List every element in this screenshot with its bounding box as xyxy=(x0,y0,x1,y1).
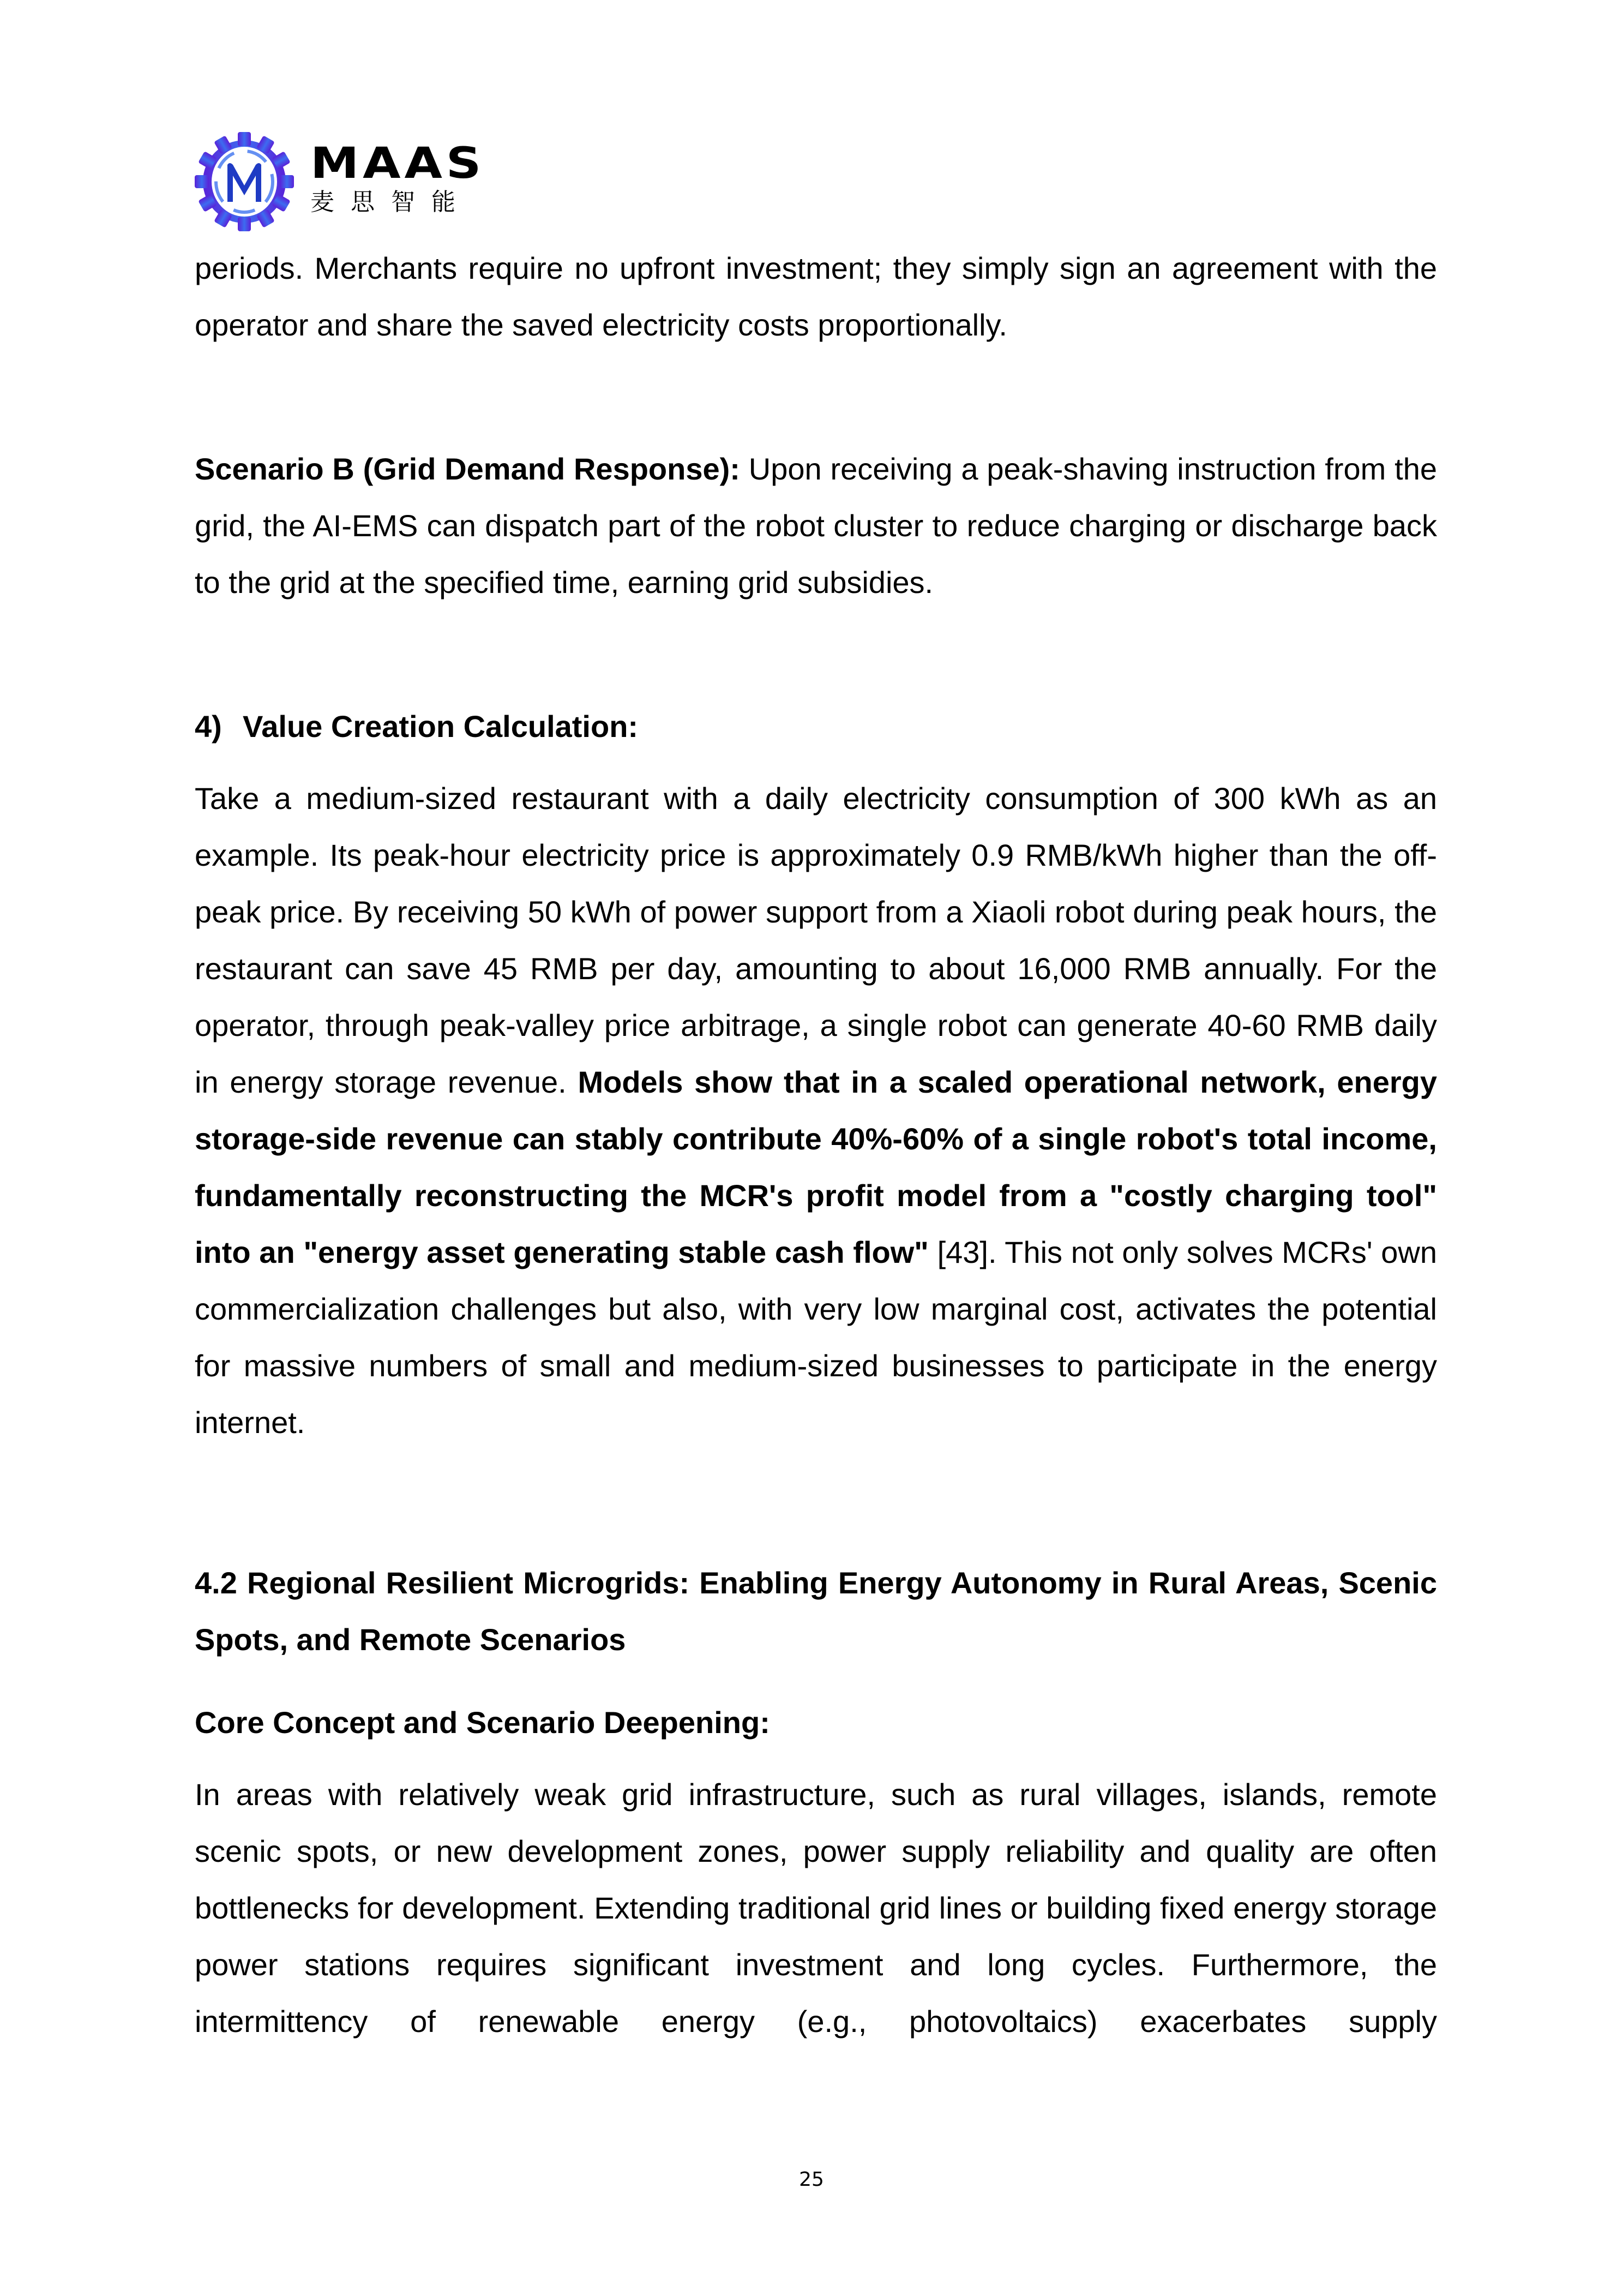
section-4-2-heading: 4.2 Regional Resilient Microgrids: Enabling Energy Autonomy in Rural Areas, Scenic Spots, and Remote Scenarios xyxy=(195,1566,1437,1657)
scenario-b-label: Scenario B (Grid Demand Response): xyxy=(195,452,740,486)
paragraph-continuation: periods. Merchants require no upfront investment; they simply sign an agreement with the operator and share the saved electricity costs proportionally. xyxy=(195,251,1437,342)
page-content xyxy=(195,240,1437,2050)
brand-name-en: MAAS xyxy=(310,139,485,188)
company-logo xyxy=(194,131,485,232)
paragraph-scenario-b xyxy=(195,441,1437,611)
section-4-number: 4) xyxy=(195,709,222,744)
value-creation-text-2: [43]. This not only solves MCRs' own commercialization challenges but also, with very low marginal cost, activates the potential for massive numbers of small and medium-sized businesses to participate in the energy internet. xyxy=(195,1235,1437,1440)
paragraph-core-concept: In areas with relatively weak grid infrastructure, such as rural villages, islands, remote scenic spots, or new development zones, power supply reliability and quality are often bottlenecks for development. Extending traditional grid lines or building fixed energy storage power stations requires significant investment and long cycles. Furthermore, the intermittency of renewable energy (e.g., photovoltaics) exacerbates supply xyxy=(195,1777,1437,2039)
scenario-b-text: Upon receiving a peak-shaving instruction from the grid, the AI-EMS can dispatch part of the robot cluster to reduce charging or discharge back to the grid at the specified time, earning grid subsidies. xyxy=(195,452,1438,600)
value-creation-text-1: Take a medium-sized restaurant with a daily electricity consumption of 300 kWh as an example. Its peak-hour electricity price is approximately 0.9 RMB/kWh higher than the off-peak price. By receiving 50 kWh of power support from a Xiaoli robot during peak hours, the restaurant can save 45 RMB per day, amounting to about 16,000 RMB annually. For the operator, through peak-valley price arbitrage, a single robot can generate 40-60 RMB daily in energy storage revenue. xyxy=(195,781,1437,1099)
core-concept-subheading: Core Concept and Scenario Deepening: xyxy=(195,1705,770,1740)
maas-gear-icon xyxy=(194,131,295,232)
brand-name-zh: 麦思智能 xyxy=(310,188,472,216)
section-4-heading xyxy=(195,698,1437,755)
section-4-title: Value Creation Calculation: xyxy=(243,709,639,744)
page-number: 25 xyxy=(799,2168,824,2191)
value-creation-bold: Models show that in a scaled operational network, energy storage-side revenue can stably contribute 40%-60% of a single robot's total income, fundamentally reconstructing the MCR's profit model from a "costly charging tool" into an "energy asset generating stable cash flow" xyxy=(195,1065,1437,1269)
paragraph-value-creation xyxy=(195,770,1437,1451)
